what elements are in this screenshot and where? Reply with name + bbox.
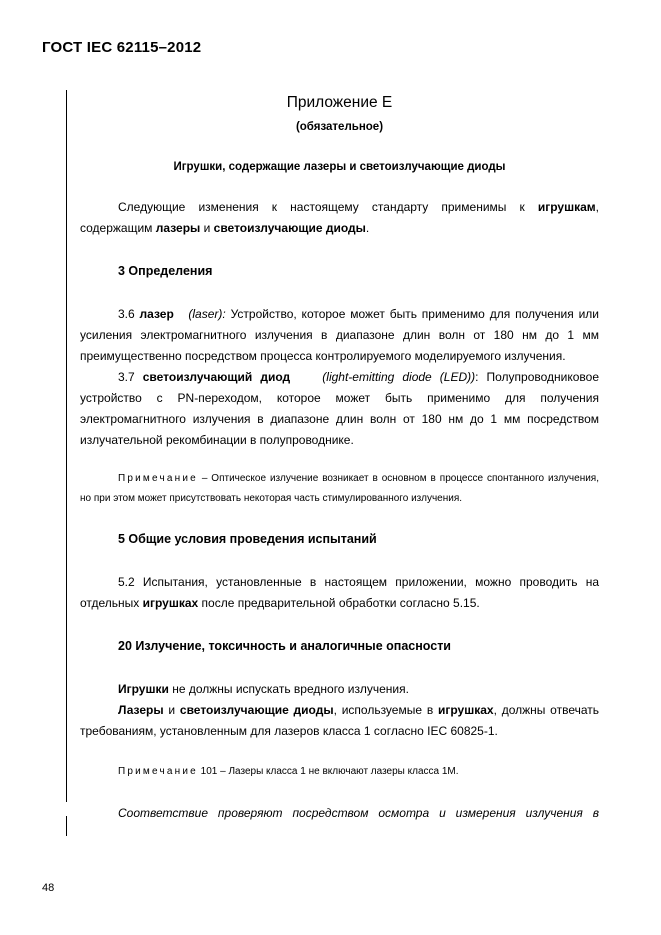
term: Игрушки (118, 682, 169, 696)
term: игрушках (142, 596, 199, 610)
note-label: Примечание (118, 766, 198, 777)
definition-text: Устройство, которое может быть применимо для получения или усиления электромагнитного излучения в диапазоне длин волн от 180 нм до 1 мм преимущественно посредством процесса контролируемого моделируемого излучения. (80, 307, 599, 363)
text: 5.2 Испытания, установленные в настоящем приложении, можно проводить на отдельных (80, 575, 599, 610)
note (80, 469, 599, 509)
text: Следующие изменения к настоящему стандарту применимы к (118, 200, 538, 214)
definition-laser (80, 304, 599, 367)
term-english: (light-emitting diode (LED)) (322, 370, 476, 384)
clause-number: 3.6 (118, 307, 140, 321)
appendix-status: (обязательное) (295, 121, 384, 133)
note (80, 762, 599, 782)
text: после предварительной обработки согласно 5.15. (198, 596, 480, 610)
term: светоизлучающие диоды (179, 703, 334, 717)
section-heading: 5 Общие условия проведения испытаний (118, 532, 377, 546)
term-english: (laser): (188, 307, 226, 321)
term: Лазеры (118, 703, 164, 717)
note-label: Примечание (118, 473, 198, 484)
term: игрушках (437, 703, 494, 717)
term: игрушкам (537, 200, 596, 214)
appendix-title: Приложение Е (286, 94, 393, 111)
note-text: – Оптическое излучение возникает в основном в процессе спонтанного излучения, но при этом может присутствовать некоторая часть стимулированного излучения. (80, 473, 599, 504)
clause-paragraph (80, 679, 599, 700)
text: и (163, 703, 180, 717)
section-heading: 3 Определения (118, 264, 213, 278)
term: лазер (139, 307, 174, 321)
text: , содержащим (80, 200, 599, 235)
term: лазеры (155, 221, 201, 235)
note-text: 101 – Лазеры класса 1 не включают лазеры класса 1М. (197, 766, 459, 777)
section-heading: 20 Излучение, токсичность и аналогичные опасности (118, 639, 451, 653)
page-number: 48 (42, 882, 55, 894)
clause-paragraph (80, 572, 599, 614)
intro-paragraph (80, 197, 599, 239)
text: не должны испускать вредного излучения. (168, 682, 409, 696)
appendix-name: Игрушки, содержащие лазеры и светоизлучающие диоды (173, 161, 506, 173)
page-content (80, 92, 599, 824)
definition-led (80, 367, 599, 451)
definition-text: : Полупроводниковое устройство с PN-переходом, которое может быть применимо для получения электромагнитного излучения в диапазоне длин волн от 180 нм до 1 мм посредством излучательной рекомбинации в полупроводнике. (80, 370, 599, 447)
term: светоизлучающие диоды (213, 221, 366, 235)
compliance-check: Соответствие проверяют посредством осмотра и измерения излучения в (118, 806, 599, 820)
clause-number: 3.7 (118, 370, 143, 384)
text: , должны отвечать требованиям, установленным для лазеров класса 1 согласно IEC 60825-1. (80, 703, 600, 738)
change-bar (66, 90, 67, 802)
change-bar (66, 816, 67, 836)
standard-header: ГОСТ IEC 62115–2012 (42, 39, 202, 56)
clause-paragraph (80, 700, 599, 742)
text: . (365, 221, 370, 235)
term: светоизлучающий диод (142, 370, 291, 384)
text: и (200, 221, 214, 235)
text: , используемые в (333, 703, 438, 717)
